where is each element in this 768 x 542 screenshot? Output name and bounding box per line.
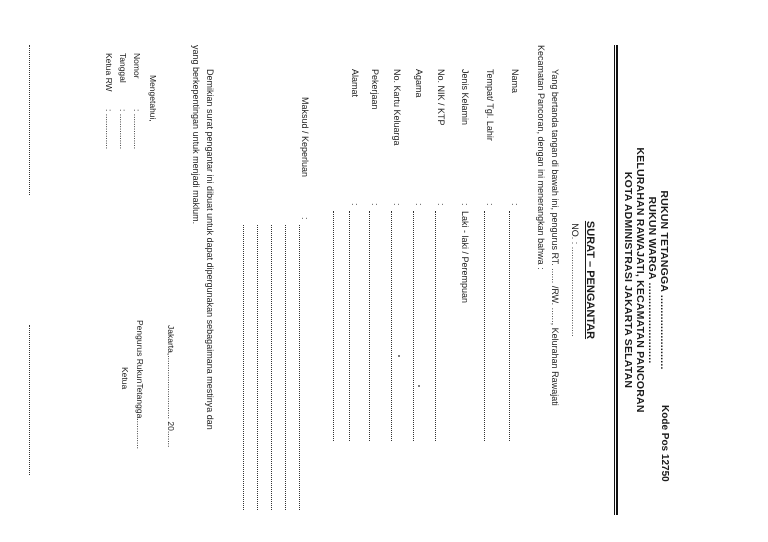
field-value: Laki - laki / Perempuan <box>460 211 470 304</box>
header-kelurahan: KELURAHAN RAWAJATI, KECAMATAN PANCORAN <box>634 147 646 413</box>
letterhead-rule-thin <box>614 45 615 515</box>
field-label: No. Kartu Keluarga <box>392 69 402 146</box>
field-label: Maksud / Keperluan <box>300 97 310 178</box>
field-colon: : <box>436 203 446 206</box>
field-blank-line[interactable] <box>509 211 510 441</box>
document-title: SURAT – PENGANTAR <box>584 220 596 340</box>
closing-line-2: yang berkepentingan untuk menjadi maklum. <box>191 45 201 225</box>
signature-line-rw[interactable] <box>29 45 30 195</box>
intro-line-1: Yang bertanda tangan di bawah ini, pengurus RT. ...... /RW. ......, Kelurahan Rawajati <box>550 69 560 406</box>
rw-field-value: : ............... <box>118 109 128 150</box>
field-blank-line[interactable] <box>285 225 286 510</box>
surat-pengantar-document <box>0 45 670 515</box>
document-number: NO. : .................................... <box>570 223 580 337</box>
scan-speck <box>398 355 400 357</box>
rw-field-label: Ketua RW <box>104 53 114 92</box>
field-colon: : <box>300 217 310 220</box>
field-blank-line[interactable] <box>299 225 300 510</box>
intro-line-2: Kecamatan Pancoran, dengan ini menerangkan bahwa : <box>536 45 546 270</box>
field-colon: : <box>414 203 424 206</box>
field-blank-line[interactable] <box>435 211 436 441</box>
kode-pos: Kode Pos 12750 <box>659 405 670 482</box>
field-colon: : <box>392 203 402 206</box>
scan-speck <box>418 385 420 387</box>
field-colon: : <box>460 203 470 206</box>
pengurus-rt-label: Pengurus RukunTetangga............. <box>135 320 145 449</box>
closing-line-1: Demikian surat pengantar ini dibuat untuk dapat dipergunakan sebagaimana mestinya dan <box>205 69 215 430</box>
field-blank-line[interactable] <box>257 225 258 510</box>
rw-field-label: Tanggal <box>118 53 128 83</box>
rw-field-label: Nomor <box>132 53 142 79</box>
field-blank-line[interactable] <box>391 211 392 441</box>
header-rukun-warga: RUKUN WARGA .......................... <box>646 196 658 364</box>
header-kota: KOTA ADMINISTRASI JAKARTA SELATAN <box>622 171 634 389</box>
rw-field-value: : ............... <box>132 109 142 150</box>
field-label: Nama <box>510 69 520 94</box>
field-label: Agama <box>414 69 424 98</box>
letterhead-rule <box>616 45 618 515</box>
field-blank-line[interactable] <box>333 211 334 441</box>
field-label: Tempat/ Tgl. Lahir <box>485 69 495 141</box>
field-blank-line[interactable] <box>271 225 272 510</box>
field-colon: : <box>485 203 495 206</box>
field-blank-line[interactable] <box>413 211 414 441</box>
field-blank-line[interactable] <box>484 211 485 441</box>
header-rukun-tetangga: RUKUN TETANGGA ........................ <box>658 190 670 370</box>
field-blank-line[interactable] <box>349 211 350 441</box>
field-label: Pekerjaan <box>370 69 380 110</box>
field-label: Jenis Kelamin <box>460 69 470 126</box>
field-colon: : <box>350 203 360 206</box>
place-date: Jakarta,........................... 20....... <box>166 325 176 448</box>
mengetahui-label: Mengetahui, <box>148 75 158 122</box>
field-blank-line[interactable] <box>243 225 244 510</box>
field-blank-line[interactable] <box>369 211 370 441</box>
field-label: Alamat <box>350 69 360 98</box>
rw-field-value: : ............... <box>104 109 114 150</box>
field-label: No. NIK / KTP <box>436 69 446 126</box>
signature-line-rt[interactable] <box>29 325 30 475</box>
ketua-label: Ketua <box>120 367 130 390</box>
field-colon: : <box>510 203 520 206</box>
field-colon: : <box>370 203 380 206</box>
